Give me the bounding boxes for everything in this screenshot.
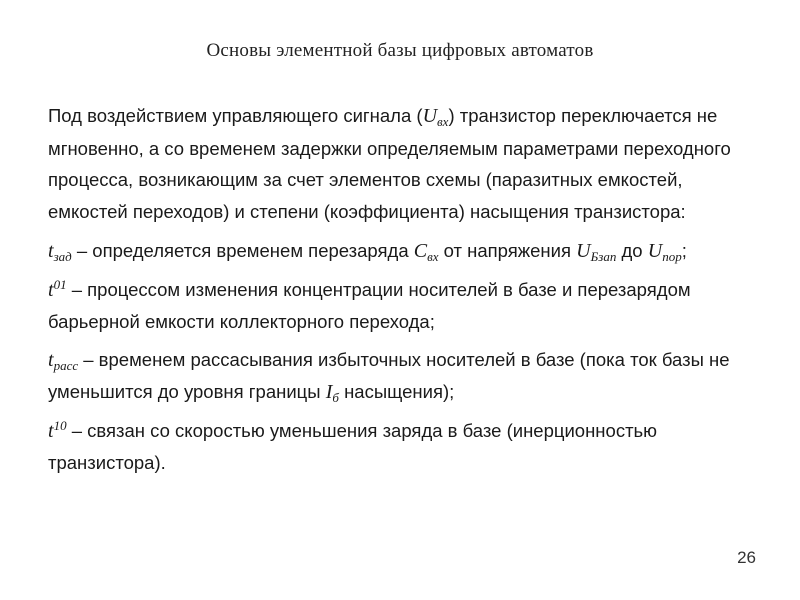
t-delay-text-1: – определяется временем перезаряда [71,240,414,261]
t10-text: – связан со скоростью уменьшения заряда в базе (инерционностью транзистора). [48,419,658,473]
item-t-delay [48,235,758,268]
u-threshold-symbol: U [647,240,663,262]
u-input-symbol: U [422,105,438,127]
t10-symbol: t [48,419,54,442]
c-input-subscript: вх [427,249,439,264]
t-delay-text-4: ; [681,240,687,261]
t01-superscript: 01 [53,276,67,292]
t01-text: – процессом изменения концентрации носителей в базе и перезарядом барьерной емкости коллекторного перехода; [48,278,691,332]
item-t-resorption [48,344,758,409]
u-input-subscript: вх [437,114,449,129]
t-delay-text-3: до [616,240,648,261]
page-number: 26 [737,548,756,567]
t-delay-symbol: t [48,240,54,262]
c-input-symbol: C [413,240,428,262]
t01-symbol: t [48,278,54,301]
t10-superscript: 10 [53,417,67,433]
intro-text-after: ) транзистор переключается не мгновенно, а со временем задержки определяемым параметрами переходного процесса, возникающим за счет элементов схемы (паразитных емкостей, емкостей переходов) и степени (коэффициента) насыщения транзистора: [48,105,731,222]
intro-text-before: Под воздействием управляющего сигнала ( [48,105,423,126]
item-t01 [48,274,758,338]
t-resorption-subscript: расс [53,357,79,373]
slide-body [48,100,758,485]
u-threshold-subscript: пор [662,249,682,264]
i-base-symbol: I [325,381,333,403]
t-delay-subscript: зад [53,249,72,264]
t-resorption-symbol: t [48,348,54,371]
t-resorption-text-1: – временем рассасывания избыточных носителей в базе (пока ток базы не уменьшится до уровня границы [48,348,730,402]
u-bzap-subscript: Бзап [590,249,617,264]
slide-title: Основы элементной базы цифровых автоматов [206,40,594,61]
t-delay-text-2: от напряжения [438,240,577,261]
u-bzap-symbol: U [576,240,591,262]
item-t10 [48,415,758,479]
i-base-subscript: б [332,390,339,405]
t-resorption-text-2: насыщения); [338,381,455,402]
intro-paragraph [48,100,758,227]
